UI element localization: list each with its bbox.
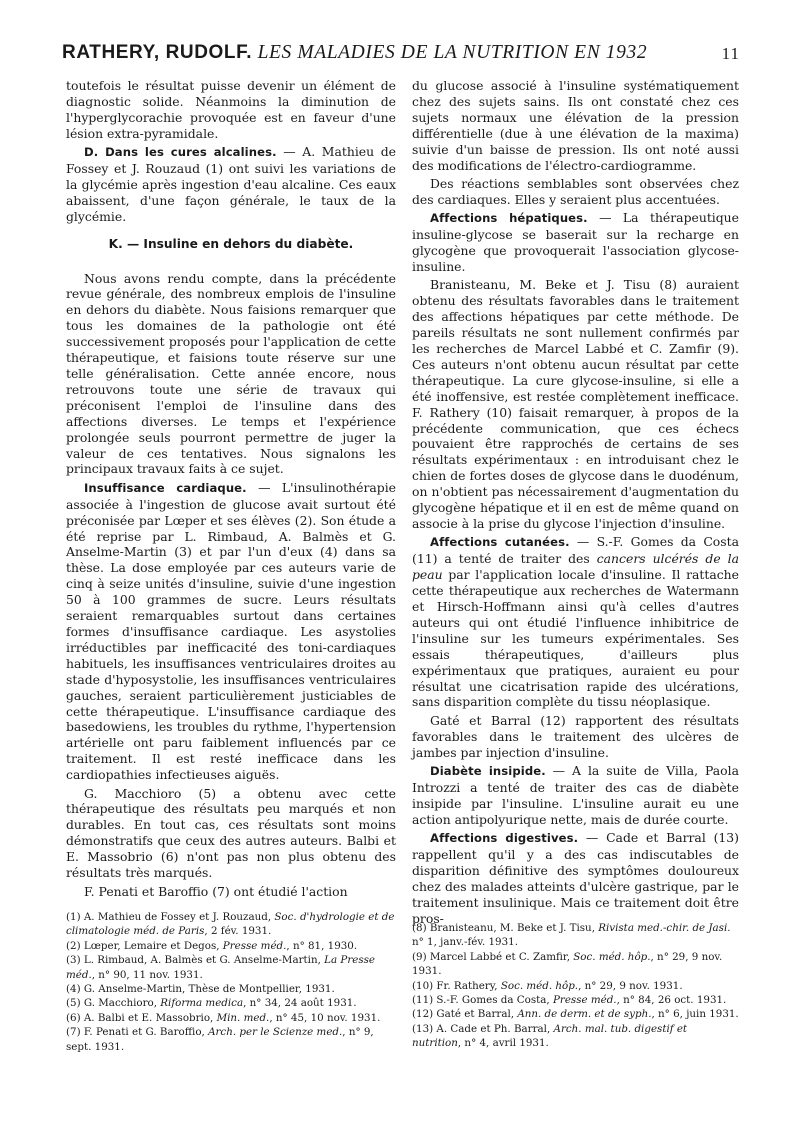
footnote: (3) L. Rimbaud, A. Balmès et G. Anselme-Martin, La Presse méd., n° 90, 11 nov. 1931. bbox=[66, 954, 376, 981]
subsection-heading: Diabète insipide. bbox=[430, 764, 546, 779]
subsection-heading: Affections cutanées. bbox=[430, 535, 570, 550]
header-left bbox=[62, 42, 647, 64]
left-column bbox=[66, 78, 396, 902]
header-author: RATHERY, RUDOLF. bbox=[62, 42, 253, 63]
footnote: (9) Marcel Labbé et C. Zamfir, Soc. méd. hôp., n° 29, 9 nov. 1931. bbox=[412, 950, 723, 978]
footnote: (7) F. Penati et G. Baroffio, Arch. per le Scienze med., n° 9, sept. 1931. bbox=[66, 1026, 374, 1053]
paragraph bbox=[412, 830, 739, 926]
paragraph: du glucose associé à l'insuline systématiquement chez des sujets sains. Ils ont constaté chez ces sujets normaux une élévation de la pression différentielle (due à une élévation de la maxima) suivie d'un baisse de pression. Ils ont noté aussi des modifications de l'électro-cardiogramme. bbox=[412, 78, 739, 173]
subsection-heading: Affections hépatiques. bbox=[430, 211, 588, 226]
footnote: (8) Branisteanu, M. Beke et J. Tisu, Rivista med.-chir. de Jasi. n° 1, janv.-fév. 1931. bbox=[412, 922, 731, 949]
footnotes-right bbox=[412, 921, 739, 1051]
subsection-heading: D. Dans les cures alcalines. bbox=[84, 145, 277, 160]
page-number: 11 bbox=[721, 44, 740, 63]
paragraph-text: — A. Mathieu de Fossey et J. Rouzaud (1) ont suivi les variations de la glycémie après ingestion d'eau alcaline. Ces eaux abaissent, d'une façon générale, le taux de la glycémie. bbox=[66, 144, 396, 224]
paragraph-text: — Cade et Barral (13) rappellent qu'il y a des cas indiscutables de disparition définitive des symptômes douloureux chez des malades atteints d'ulcère gastrique, par le traitement insulinique. Mais ce traitement doit être pros- bbox=[412, 830, 740, 926]
paragraph bbox=[412, 763, 739, 828]
paragraph bbox=[412, 534, 739, 710]
footnote: (2) Lœper, Lemaire et Degos, Presse méd., n° 81, 1930. bbox=[66, 939, 358, 952]
paragraph-text: — L'insulinothérapie associée à l'ingestion de glucose avait surtout été préconisée par Lœper et ses élèves (2). Son étude a été reprise par L. Rimbaud, A. Balmès et G. Anselme-Martin (3) et par l'un d'eux (4) dans sa thèse. La dose employée par ces auteurs varie de cinq à seize unités d'insuline, suivie d'une ingestion 50 à 100 grammes de sucre. Leurs résultats seraient remarquables surtout dans certaines formes d'insuffisance cardiaque. Les asystolies irréductibles par inefficacité des toni-cardiaques habituels, les insuffisances ventriculaires droites au stade d'hyposystolie, les insuffisances ventriculaires gauches, seraient particulièrement justiciables de cette thérapeutique. L'insuffisance cardiaque des basedowiens, les troubles du rythme, l'hypertension artérielle ont paru faiblement influencés par ce traitement. Il est resté inefficace dans les cardiopathies infectieuses aiguës. bbox=[66, 479, 396, 783]
footnotes-left bbox=[66, 910, 396, 1054]
paragraph-text: — La thérapeutique insuline-glycose se baserait sur la recharge en glycogène que provoquerait l'association glycose-insuline. bbox=[412, 210, 739, 274]
italic-phrase: cancers ulcérés de la peau bbox=[412, 551, 740, 583]
paragraph: Branisteanu, M. Beke et J. Tisu (8) auraient obtenu des résultats favorables dans le traitement des affections hépatiques par cette méthode. De pareils résultats ne sont nullement confirmés par les recherches de Marcel Labbé et C. Zamfir (9). Ces auteurs n'ont obtenu aucun résultat par cette thérapeutique. La cure glycose-insuline, si elle a été inoffensive, est restée complètement inefficace. F. Rathery (10) faisait remarquer, à propos de la précédente communication, que ces échecs pouvaient être rapprochés de certains de ses résultats expérimentaux : en introduisant chez le chien de fortes doses de glycose dans le duodénum, on n'obtient pas nécessairement d'augmentation du glycogène hépatique et il en est de même quand on associe à la prise du glycose l'injection d'insuline. bbox=[412, 277, 739, 531]
paragraph-text: — A la suite de Villa, Paola Introzzi a tenté de traiter des cas de diabète insipide par l'insuline. L'insuline aurait eu une action antipolyurique nette, mais de durée courte. bbox=[412, 763, 739, 827]
paragraph-text: — S.-F. Gomes da Costa (11) a tenté de traiter des bbox=[412, 534, 739, 567]
paragraph: F. Penati et Baroffio (7) ont étudié l'action bbox=[84, 883, 348, 899]
paragraph: Nous avons rendu compte, dans la précédente revue générale, des nombreux emplois de l'insuline en dehors du diabète. Nous faisions remarquer que tous les domaines de la pathologie ont été successivement proposés pour l'application de cette thérapeutique, et faisions toute réserve sur une telle généralisation. Cette année encore, nous retrouvons toute une série de travaux qui préconisent l'emploi de l'insuline dans des affections diverses. Le temps et l'expérience prolongée seuls pourront permettre de juger la valeur de ces tentatives. Nous signalons les principaux travaux faits à ce sujet. bbox=[66, 270, 396, 477]
footnote: (4) G. Anselme-Martin, Thèse de Montpellier, 1931. bbox=[66, 983, 335, 996]
paragraph bbox=[412, 210, 739, 275]
footnote: (10) Fr. Rathery, Soc. méd. hôp., n° 29, 9 nov. 1931. bbox=[412, 979, 683, 992]
footnote: (5) G. Macchioro, Riforma medica, n° 34, 24 août 1931. bbox=[66, 997, 357, 1010]
paragraph: toutefois le résultat puisse devenir un élément de diagnostic solide. Néanmoins la diminution de l'hyperglycorachie provoquée est en faveur d'une lésion extra-pyramidale. bbox=[66, 78, 396, 141]
paragraph: G. Macchioro (5) a obtenu avec cette thérapeutique des résultats peu marqués et non durables. En tout cas, ces résultats sont moins démonstratifs que ceux des autres auteurs. Balbi et E. Massobrio (6) n'ont pas non plus obtenu des résultats très marqués. bbox=[66, 785, 396, 881]
header-journal-title: LES MALADIES DE LA NUTRITION EN 1932 bbox=[257, 42, 648, 63]
footnote: (12) Gaté et Barral, Ann. de derm. et de syph., n° 6, juin 1931. bbox=[412, 1008, 739, 1021]
paragraph-text: par l'application locale d'insuline. Il rattache cette thérapeutique aux recherches de Watermann et Hirsch-Hoffmann ainsi qu'à celles d'autres auteurs qui ont étudié l'influence inhibitrice de l'insuline sur les tumeurs expérimentales. Ses essais thérapeutiques, d'ailleurs plus expérimentaux que pratiques, auraient eu pour résultat une cicatrisation rapide des ulcérations, sans disparition complète du tissu néoplasique. bbox=[412, 567, 739, 710]
paragraph bbox=[66, 144, 396, 225]
subsection-heading: Insuffisance cardiaque. bbox=[84, 480, 247, 495]
paragraph bbox=[66, 480, 396, 783]
paragraph: Gaté et Barral (12) rapportent des résultats favorables dans le traitement des ulcères de jambes par injection d'insuline. bbox=[412, 712, 739, 760]
footnote: (6) A. Balbi et E. Massobrio, Min. med., n° 45, 10 nov. 1931. bbox=[66, 1011, 381, 1024]
footnote: (1) A. Mathieu de Fossey et J. Rouzaud, Soc. d'hydrologie et de climatologie méd. de Paris, 2 fév. 1931. bbox=[66, 911, 395, 938]
section-heading: K. — Insuline en dehors du diabète. bbox=[108, 236, 354, 251]
paragraph: Des réactions semblables sont observées chez des cardiaques. Elles y seraient plus accentuées. bbox=[412, 175, 739, 207]
subsection-heading: Affections digestives. bbox=[430, 831, 579, 846]
footnote: (11) S.-F. Gomes da Costa, Presse méd., n° 84, 26 oct. 1931. bbox=[412, 994, 727, 1007]
footnote: (13) A. Cade et Ph. Barral, Arch. mal. tub. digestif et nutrition, n° 4, avril 1931. bbox=[412, 1022, 688, 1050]
right-column bbox=[412, 78, 739, 929]
running-header bbox=[62, 42, 740, 74]
